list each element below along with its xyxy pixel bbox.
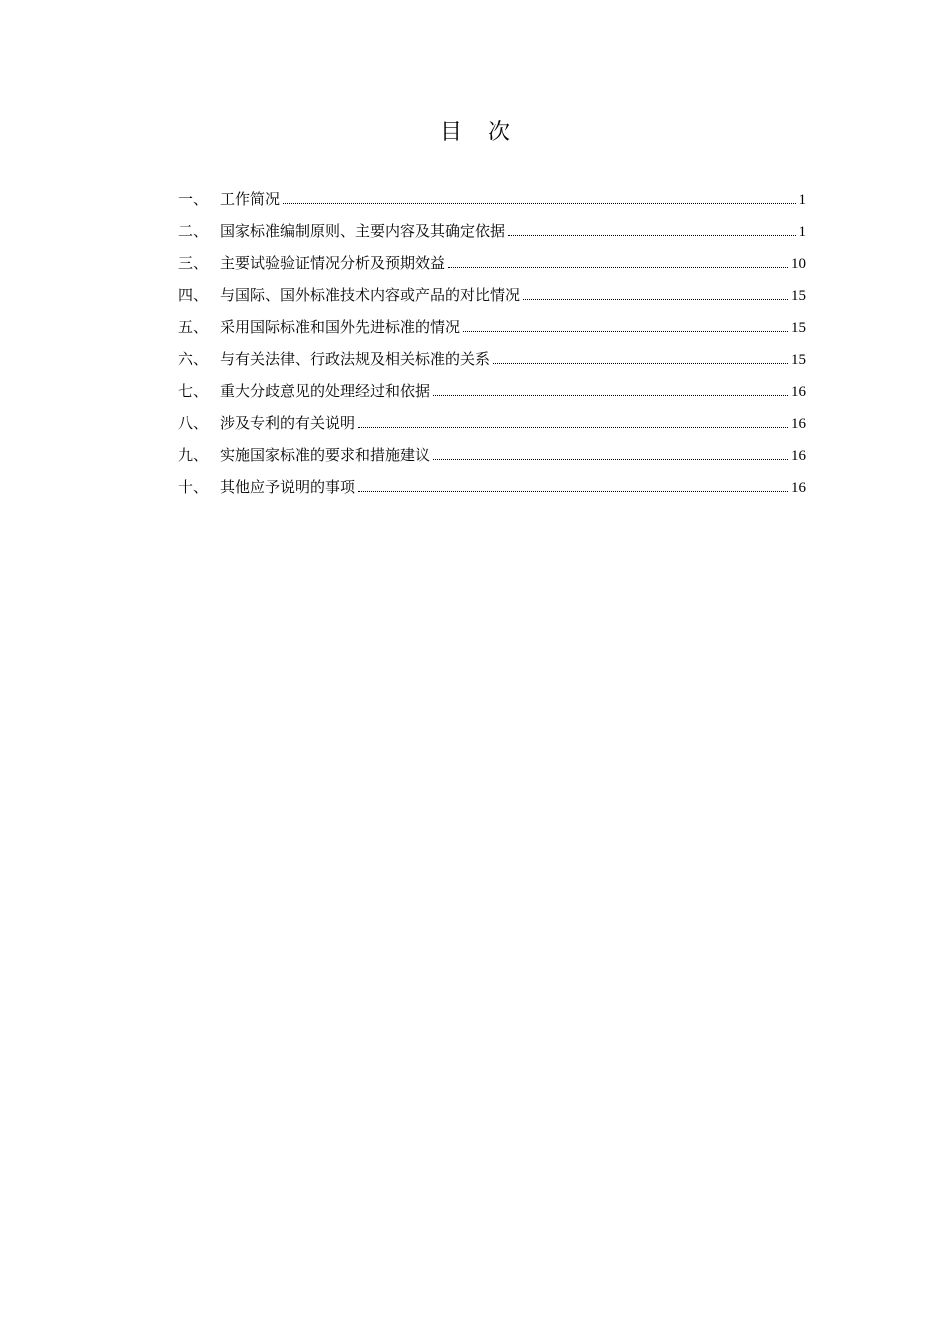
toc-entry-number: 七、 (178, 382, 209, 400)
toc-entry-title: 采用国际标准和国外先进标准的情况 (220, 318, 461, 336)
toc-entry-4[interactable] (178, 282, 806, 314)
toc-dot-leader (493, 362, 788, 364)
toc-entry-title: 实施国家标准的要求和措施建议 (220, 446, 431, 464)
toc-entry-5[interactable] (178, 314, 806, 346)
toc-entry-2[interactable] (178, 218, 806, 250)
toc-dot-leader (283, 202, 795, 204)
toc-entry-7[interactable] (178, 378, 806, 410)
toc-entry-number: 二、 (178, 222, 209, 240)
toc-entry-page: 15 (791, 320, 806, 336)
toc-entry-page: 10 (791, 256, 806, 272)
toc-entry-page: 16 (791, 480, 806, 496)
toc-entry-title: 与有关法律、行政法规及相关标准的关系 (220, 350, 491, 368)
toc-entry-number: 六、 (178, 350, 209, 368)
toc-entry-page: 16 (791, 416, 806, 432)
toc-entry-title: 国家标准编制原则、主要内容及其确定依据 (220, 222, 506, 240)
toc-entry-number: 五、 (178, 318, 209, 336)
toc-dot-leader (463, 330, 788, 332)
toc-dot-leader (358, 426, 788, 428)
toc-entry-title: 工作简况 (220, 190, 281, 208)
toc-entry-title: 与国际、国外标准技术内容或产品的对比情况 (220, 286, 521, 304)
toc-entry-1[interactable] (178, 186, 806, 218)
toc-entry-number: 三、 (178, 254, 209, 272)
toc-dot-leader (523, 298, 788, 300)
toc-entry-number: 九、 (178, 446, 209, 464)
toc-entry-3[interactable] (178, 250, 806, 282)
toc-entry-page: 15 (791, 352, 806, 368)
toc-dot-leader (358, 490, 788, 492)
toc-dot-leader (433, 394, 788, 396)
toc-entry-number: 八、 (178, 414, 209, 432)
toc-entry-10[interactable] (178, 474, 806, 506)
toc-entry-8[interactable] (178, 410, 806, 442)
toc-entry-title: 其他应予说明的事项 (220, 478, 356, 496)
toc-list (178, 186, 806, 506)
toc-entry-number: 十、 (178, 478, 209, 496)
toc-entry-number: 一、 (178, 190, 209, 208)
toc-dot-leader (448, 266, 788, 268)
toc-title (0, 118, 950, 148)
toc-entry-title: 涉及专利的有关说明 (220, 414, 356, 432)
toc-entry-page: 1 (798, 192, 806, 208)
toc-entry-page: 1 (798, 224, 806, 240)
toc-entry-number: 四、 (178, 286, 209, 304)
toc-entry-9[interactable] (178, 442, 806, 474)
toc-entry-page: 16 (791, 448, 806, 464)
toc-entry-title: 主要试验验证情况分析及预期效益 (220, 254, 446, 272)
toc-entry-title: 重大分歧意见的处理经过和依据 (220, 382, 431, 400)
toc-entry-page: 16 (791, 384, 806, 400)
toc-entry-page: 15 (791, 288, 806, 304)
toc-dot-leader (508, 234, 795, 236)
toc-dot-leader (433, 458, 788, 460)
toc-title-first-char: 目 (439, 120, 462, 145)
toc-title-second-char: 次 (488, 120, 511, 145)
toc-entry-6[interactable] (178, 346, 806, 378)
